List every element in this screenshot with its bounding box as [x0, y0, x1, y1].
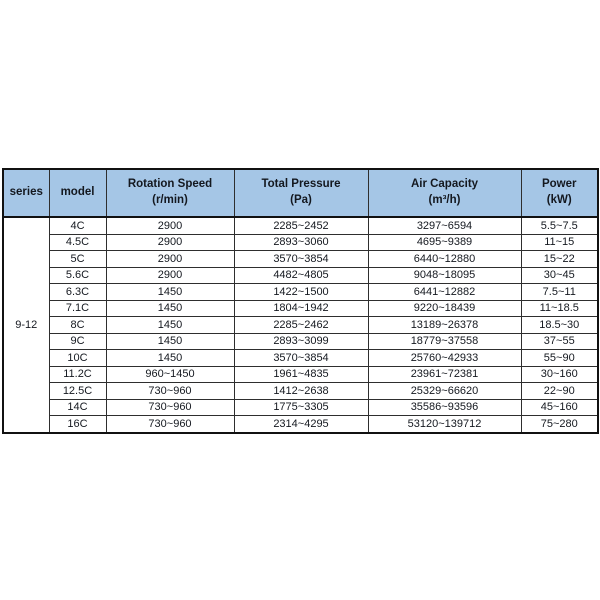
- cell-air-capacity: 18779~37558: [368, 333, 521, 350]
- column-unit: (kW): [546, 194, 572, 206]
- table-row: [3, 267, 598, 284]
- cell-model: 4C: [49, 217, 106, 234]
- cell-model: 5.6C: [49, 267, 106, 284]
- table-row: [3, 217, 598, 234]
- cell-air-capacity: 13189~26378: [368, 317, 521, 334]
- cell-power: 15~22: [521, 251, 598, 268]
- table-row: [3, 251, 598, 268]
- cell-model: 11.2C: [49, 366, 106, 383]
- cell-power: 11~18.5: [521, 300, 598, 317]
- table-row: [3, 416, 598, 433]
- cell-total-pressure: 2893~3099: [234, 333, 368, 350]
- cell-air-capacity: 35586~93596: [368, 399, 521, 416]
- table-row: [3, 350, 598, 367]
- table-row: [3, 300, 598, 317]
- column-label: series: [9, 186, 43, 199]
- column-label: Rotation Speed: [127, 178, 213, 191]
- cell-model: 10C: [49, 350, 106, 367]
- cell-total-pressure: 1412~2638: [234, 383, 368, 400]
- cell-air-capacity: 25760~42933: [368, 350, 521, 367]
- cell-rotation-speed: 2900: [106, 217, 234, 234]
- cell-power: 30~160: [521, 366, 598, 383]
- cell-power: 18.5~30: [521, 317, 598, 334]
- column-label: model: [60, 186, 95, 199]
- cell-air-capacity: 4695~9389: [368, 234, 521, 251]
- column-header-total-pressure: [234, 169, 368, 217]
- cell-air-capacity: 6441~12882: [368, 284, 521, 301]
- cell-power: 11~15: [521, 234, 598, 251]
- cell-air-capacity: 53120~139712: [368, 416, 521, 433]
- cell-model: 16C: [49, 416, 106, 433]
- table-body: [3, 217, 598, 433]
- cell-model: 8C: [49, 317, 106, 334]
- cell-power: 75~280: [521, 416, 598, 433]
- cell-air-capacity: 9048~18095: [368, 267, 521, 284]
- cell-model: 14C: [49, 399, 106, 416]
- cell-total-pressure: 2285~2462: [234, 317, 368, 334]
- cell-total-pressure: 1775~3305: [234, 399, 368, 416]
- table-row: [3, 333, 598, 350]
- cell-power: 7.5~11: [521, 284, 598, 301]
- cell-total-pressure: 1804~1942: [234, 300, 368, 317]
- header-row: [3, 169, 598, 217]
- cell-rotation-speed: 1450: [106, 317, 234, 334]
- column-header-model: [49, 169, 106, 217]
- cell-rotation-speed: 730~960: [106, 399, 234, 416]
- spec-table-container: [2, 168, 597, 434]
- cell-air-capacity: 25329~66620: [368, 383, 521, 400]
- cell-air-capacity: 3297~6594: [368, 217, 521, 234]
- cell-air-capacity: 6440~12880: [368, 251, 521, 268]
- column-header-power: [521, 169, 598, 217]
- cell-total-pressure: 1961~4835: [234, 366, 368, 383]
- cell-rotation-speed: 960~1450: [106, 366, 234, 383]
- cell-rotation-speed: 1450: [106, 350, 234, 367]
- cell-power: 55~90: [521, 350, 598, 367]
- cell-power: 30~45: [521, 267, 598, 284]
- fan-spec-table: [2, 168, 599, 434]
- cell-rotation-speed: 730~960: [106, 416, 234, 433]
- cell-total-pressure: 3570~3854: [234, 350, 368, 367]
- cell-air-capacity: 23961~72381: [368, 366, 521, 383]
- column-unit: (Pa): [290, 194, 312, 206]
- column-label: Air Capacity: [410, 178, 479, 191]
- cell-total-pressure: 4482~4805: [234, 267, 368, 284]
- cell-rotation-speed: 1450: [106, 284, 234, 301]
- cell-rotation-speed: 1450: [106, 333, 234, 350]
- cell-power: 22~90: [521, 383, 598, 400]
- table-row: [3, 317, 598, 334]
- cell-model: 12.5C: [49, 383, 106, 400]
- cell-rotation-speed: 2900: [106, 234, 234, 251]
- table-header: [3, 169, 598, 217]
- cell-power: 5.5~7.5: [521, 217, 598, 234]
- cell-total-pressure: 3570~3854: [234, 251, 368, 268]
- cell-model: 6.3C: [49, 284, 106, 301]
- column-header-air-capacity: [368, 169, 521, 217]
- cell-model: 4.5C: [49, 234, 106, 251]
- column-unit: (m³/h): [428, 194, 461, 206]
- cell-power: 37~55: [521, 333, 598, 350]
- column-header-rotation-speed: [106, 169, 234, 217]
- table-row: [3, 383, 598, 400]
- cell-total-pressure: 2314~4295: [234, 416, 368, 433]
- column-label: Power: [541, 178, 577, 191]
- cell-rotation-speed: 2900: [106, 251, 234, 268]
- table-row: [3, 366, 598, 383]
- column-label: Total Pressure: [261, 178, 341, 191]
- cell-rotation-speed: 730~960: [106, 383, 234, 400]
- column-unit: (r/min): [152, 194, 188, 206]
- cell-model: 7.1C: [49, 300, 106, 317]
- cell-total-pressure: 2285~2452: [234, 217, 368, 234]
- cell-model: 5C: [49, 251, 106, 268]
- table-row: [3, 234, 598, 251]
- cell-rotation-speed: 2900: [106, 267, 234, 284]
- table-row: [3, 284, 598, 301]
- cell-rotation-speed: 1450: [106, 300, 234, 317]
- cell-power: 45~160: [521, 399, 598, 416]
- cell-air-capacity: 9220~18439: [368, 300, 521, 317]
- cell-total-pressure: 1422~1500: [234, 284, 368, 301]
- cell-series: 9-12: [3, 217, 49, 433]
- cell-total-pressure: 2893~3060: [234, 234, 368, 251]
- column-header-series: [3, 169, 49, 217]
- table-row: [3, 399, 598, 416]
- cell-model: 9C: [49, 333, 106, 350]
